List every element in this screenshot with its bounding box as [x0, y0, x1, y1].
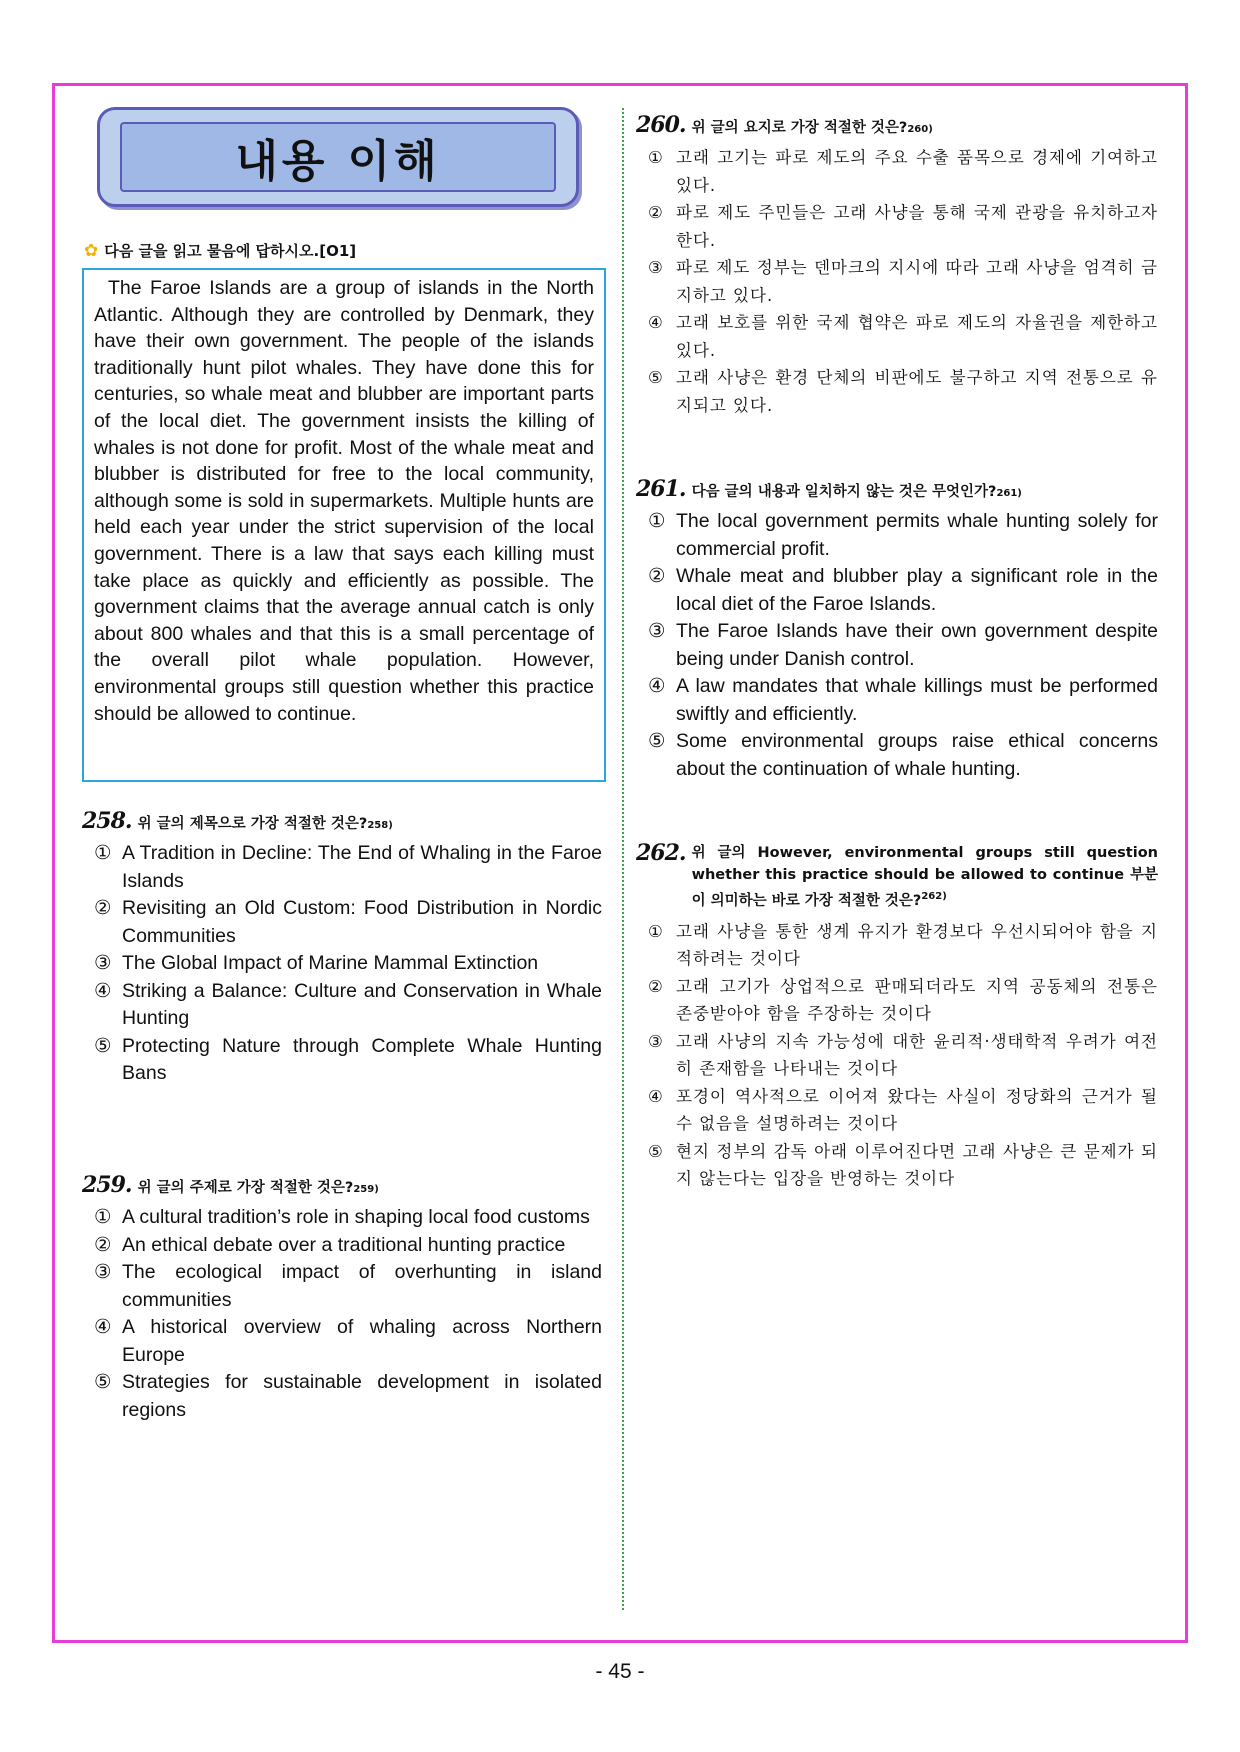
option-2[interactable]: [94, 1232, 602, 1260]
instruction: [84, 240, 356, 261]
option-mark: ③: [94, 1261, 112, 1283]
option-mark: ③: [648, 620, 666, 642]
question-258: [82, 808, 602, 1088]
footnote-ref: 262): [921, 891, 947, 902]
option-5[interactable]: [94, 1033, 602, 1088]
option-list: [648, 508, 1158, 783]
option-text: 포경이 역사적으로 이어져 왔다는 사실이 정당화의 근거가 될 수 없음을 설명하려는 것이다: [676, 1086, 1158, 1134]
option-text: Some environmental groups raise ethical concerns about the continuation of whale hunting.: [676, 730, 1158, 780]
option-mark: ③: [648, 1031, 664, 1051]
option-2[interactable]: [648, 563, 1158, 618]
section-title: 내용 이해: [235, 136, 441, 187]
question-259: [82, 1172, 602, 1424]
option-text: An ethical debate over a traditional hunting practice: [122, 1233, 566, 1256]
option-mark: ④: [648, 675, 666, 697]
question-prompt: 위 글의 주제로 가장 적절한 것은?: [137, 1180, 354, 1196]
option-mark: ③: [94, 952, 112, 974]
question-261: [636, 476, 1158, 783]
option-4[interactable]: [648, 673, 1158, 728]
section-banner-inner: [120, 122, 556, 192]
option-4[interactable]: [94, 1314, 602, 1369]
option-list: [94, 840, 602, 1088]
footnote-ref: 258): [367, 820, 393, 831]
option-1[interactable]: [648, 918, 1158, 973]
option-text: Revisiting an Old Custom: Food Distribution in Nordic Communities: [122, 897, 602, 947]
option-3[interactable]: [648, 1028, 1158, 1083]
option-text: 고래 사냥의 지속 가능성에 대한 윤리적·생태학적 우려가 여전히 존재함을 나타내는 것이다: [676, 1031, 1158, 1079]
option-1[interactable]: [94, 840, 602, 895]
question-262: [636, 840, 1158, 1193]
option-text: 고래 사냥은 환경 단체의 비판에도 불구하고 지역 전통으로 유지되고 있다.: [676, 368, 1158, 415]
option-5[interactable]: [648, 364, 1158, 419]
option-1[interactable]: [648, 144, 1158, 199]
option-mark: ③: [648, 258, 664, 277]
option-mark: ④: [648, 1086, 664, 1106]
question-262-header: [636, 840, 1158, 912]
option-list: [648, 144, 1158, 419]
option-text: The local government permits whale hunting solely for commercial profit.: [676, 510, 1158, 560]
option-text: The Faroe Islands have their own government despite being under Danish control.: [676, 620, 1158, 670]
question-prompt: 위 글의 However, environmental groups still question whether this practice should be allowed to continue 부분이 의미하는 바로 가장 적절한 것은?: [691, 845, 1158, 909]
option-mark: ④: [94, 979, 112, 1002]
option-4[interactable]: [94, 978, 602, 1033]
option-2[interactable]: [648, 973, 1158, 1028]
option-text: Striking a Balance: Culture and Conservation in Whale Hunting: [122, 979, 602, 1029]
option-3[interactable]: [648, 254, 1158, 309]
option-3[interactable]: [648, 618, 1158, 673]
page-number: - 45 -: [595, 1660, 645, 1683]
option-mark: ④: [94, 1316, 112, 1338]
option-text: The Global Impact of Marine Mammal Extinction: [122, 952, 539, 974]
option-3[interactable]: [94, 950, 602, 978]
column-divider: [622, 108, 624, 1610]
option-2[interactable]: [648, 199, 1158, 254]
option-text: A Tradition in Decline: The End of Whaling in the Faroe Islands: [122, 842, 602, 892]
option-mark: ⑤: [648, 368, 664, 387]
question-prompt: 다음 글의 내용과 일치하지 않는 것은 무엇인가?: [691, 484, 997, 500]
option-mark: ②: [648, 565, 666, 587]
option-mark: ①: [648, 921, 664, 941]
option-mark: ①: [648, 148, 664, 167]
option-4[interactable]: [648, 1083, 1158, 1138]
option-mark: ⑤: [648, 730, 666, 752]
option-text: 고래 사냥을 통한 생계 유지가 환경보다 우선시되어야 함을 지적하려는 것이다: [676, 921, 1158, 969]
option-mark: ②: [94, 897, 112, 919]
option-5[interactable]: [94, 1369, 602, 1424]
option-text: Strategies for sustainable development in isolated regions: [122, 1371, 602, 1421]
option-text: 고래 고기는 파로 제도의 주요 수출 품목으로 경제에 기여하고 있다.: [676, 148, 1158, 195]
question-259-header: [82, 1172, 602, 1198]
footnote-ref: 261): [996, 488, 1022, 499]
question-260-header: [636, 112, 1158, 138]
option-mark: ⑤: [648, 1141, 664, 1161]
question-prompt: 위 글의 제목으로 가장 적절한 것은?: [137, 816, 368, 832]
option-mark: ①: [94, 842, 112, 864]
question-261-header: [636, 476, 1158, 502]
reading-passage: The Faroe Islands are a group of islands in the North Atlantic. Although they are controlled by Denmark, they have their own government. The people of the islands traditionally hunt pilot whales. They have done this for centuries, so whale meat and blubber are important parts of the local diet. The government insists the killing of whales is not done for profit. Most of the whale meat and blubber is distributed for free to the local community, although some is sold in supermarkets. Multiple hunts are held each year under the strict supervision of the local government. There is a law that says each killing must take place as quickly and efficiently as possible. The government claims that the average annual catch is only about 800 whales and that this is a small percentage of the overall pilot whale population. However, environmental groups still question whether this practice should be allowed to continue.: [82, 268, 606, 782]
question-258-header: [82, 808, 602, 834]
option-text: Protecting Nature through Complete Whale Hunting Bans: [122, 1034, 602, 1084]
section-banner: [97, 107, 579, 207]
option-text: 파로 제도 주민들은 고래 사냥을 통해 국제 관광을 유치하고자 한다.: [676, 203, 1158, 250]
question-prompt-wrap: [692, 840, 1158, 912]
option-5[interactable]: [648, 1138, 1158, 1193]
option-4[interactable]: [648, 309, 1158, 364]
option-mark: ⑤: [94, 1034, 112, 1057]
footnote-ref: 259): [353, 1184, 379, 1195]
option-text: Whale meat and blubber play a significant role in the local diet of the Faroe Islands.: [676, 565, 1158, 615]
option-1[interactable]: [648, 508, 1158, 563]
option-mark: ②: [648, 203, 664, 222]
option-2[interactable]: [94, 895, 602, 950]
question-number: 261.: [636, 476, 686, 502]
option-text: 고래 고기가 상업적으로 판매되더라도 지역 공동체의 전통은 존중받아야 함을 주장하는 것이다: [676, 976, 1158, 1024]
option-text: 파로 제도 정부는 덴마크의 지시에 따라 고래 사냥을 엄격히 금지하고 있다.: [676, 258, 1158, 305]
option-text: 고래 보호를 위한 국제 협약은 파로 제도의 자율권을 제한하고 있다.: [676, 313, 1158, 360]
question-number: 258.: [82, 808, 132, 834]
option-mark: ①: [94, 1206, 112, 1228]
question-260: [636, 112, 1158, 419]
instruction-text: 다음 글을 읽고 물음에 답하시오.[O1]: [104, 242, 357, 260]
question-prompt: 위 글의 요지로 가장 적절한 것은?: [691, 120, 908, 136]
question-number: 259.: [82, 1172, 132, 1198]
option-text: A cultural tradition’s role in shaping local food customs: [122, 1206, 590, 1228]
option-3[interactable]: [94, 1259, 602, 1314]
question-number: 262.: [636, 840, 686, 866]
option-text: A law mandates that whale killings must be performed swiftly and efficiently.: [676, 675, 1158, 725]
option-list: [648, 918, 1158, 1193]
footnote-ref: 260): [907, 124, 933, 135]
option-list: [94, 1204, 602, 1424]
option-1[interactable]: [94, 1204, 602, 1232]
option-mark: ⑤: [94, 1371, 112, 1393]
option-mark: ④: [648, 313, 664, 332]
question-number: 260.: [636, 112, 686, 138]
option-text: 현지 정부의 감독 아래 이루어진다면 고래 사냥은 큰 문제가 되지 않는다는 입장을 반영하는 것이다: [676, 1141, 1158, 1189]
option-mark: ②: [648, 976, 664, 996]
option-5[interactable]: [648, 728, 1158, 783]
flower-icon: ✿: [84, 240, 99, 261]
option-mark: ②: [94, 1233, 112, 1256]
option-text: The ecological impact of overhunting in island communities: [122, 1261, 602, 1311]
option-mark: ①: [648, 510, 666, 532]
option-text: A historical overview of whaling across Northern Europe: [122, 1316, 602, 1366]
